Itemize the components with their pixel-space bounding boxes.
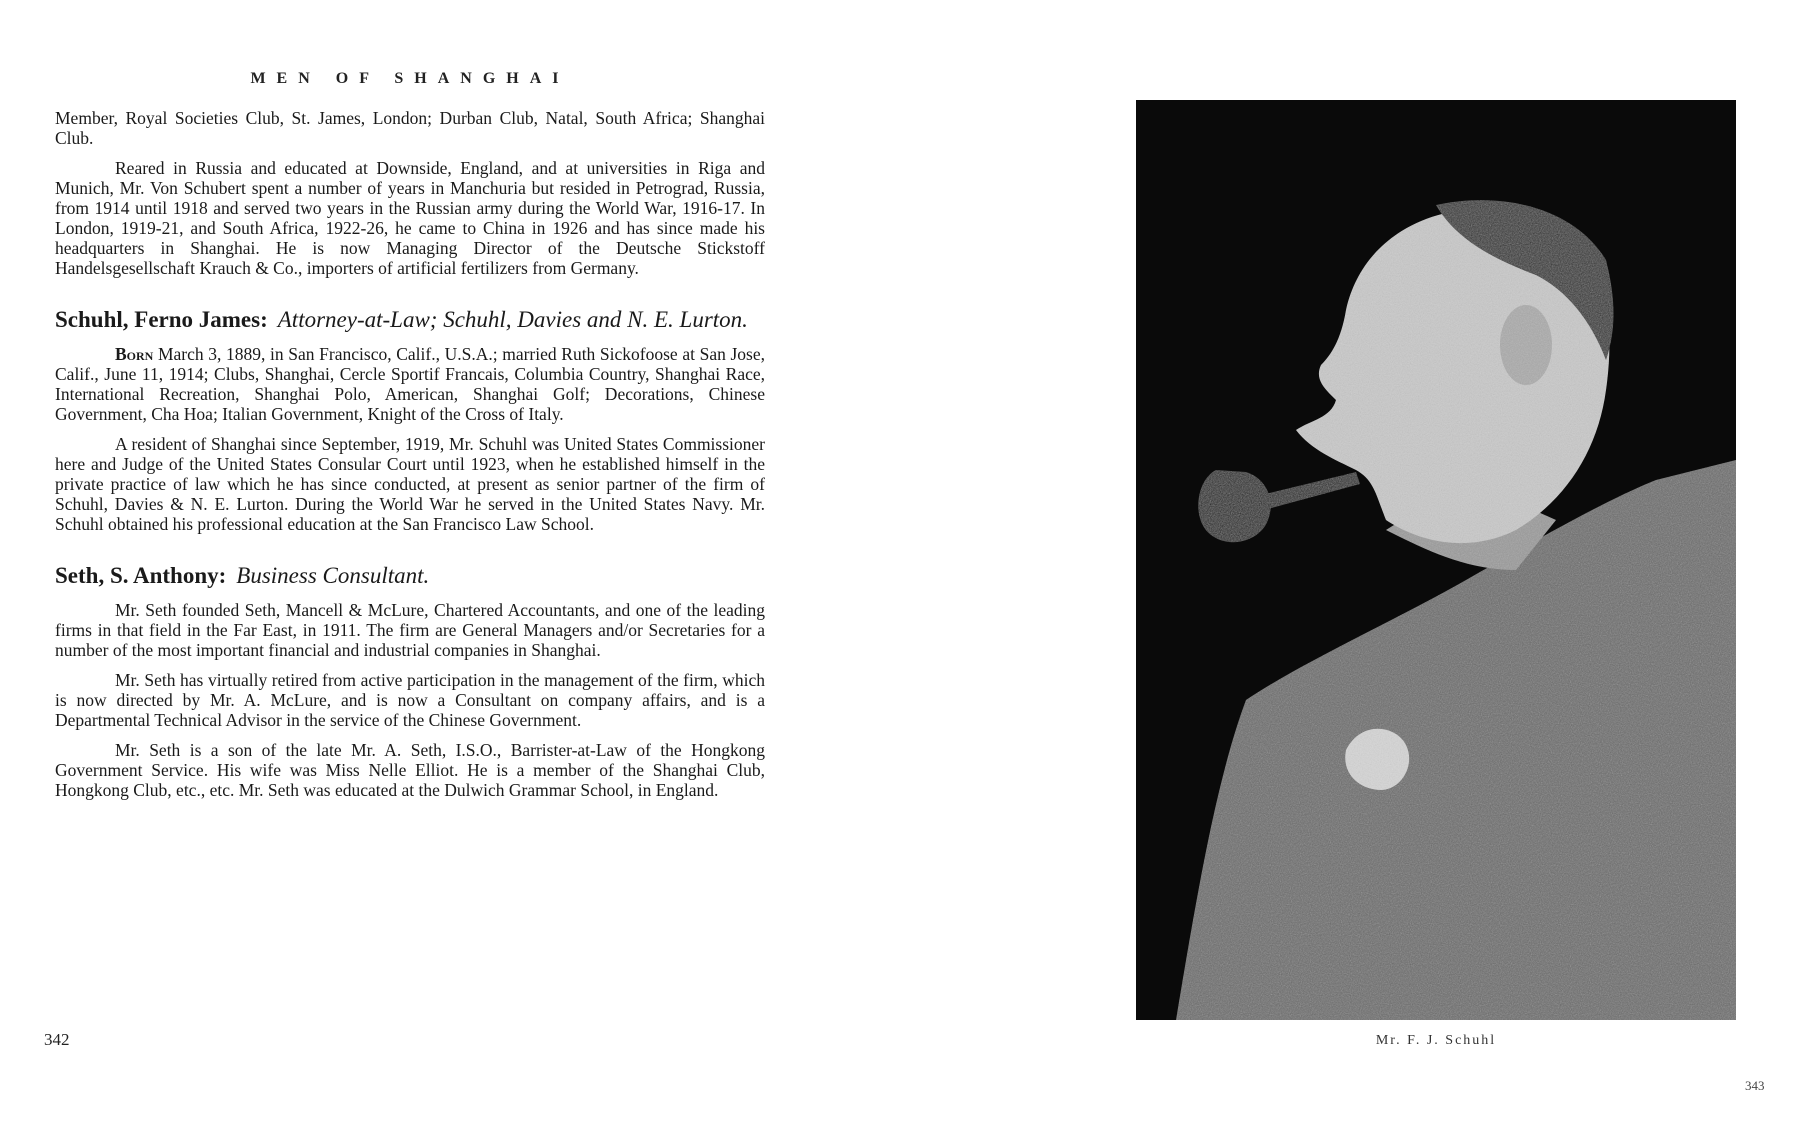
entry-name: Schuhl, Ferno James: (55, 307, 268, 332)
left-page (0, 0, 900, 1144)
entry-paragraph: Mr. Seth is a son of the late Mr. A. Seth, I.S.O., Barrister-at-Law of the Hongkong Government Service. His wife was Miss Nelle Elliot. He is a member of the Shanghai Club, Hongkong Club, etc., etc. Mr. Seth was educated at the Dulwich Grammar School, in England. (55, 740, 765, 800)
continuation-paragraph-2: Reared in Russia and educated at Downside, England, and at universities in Riga and Munich, Mr. Von Schubert spent a number of years in Manchuria but resided in Petrograd, Russia, from 1914 until 1918 and served two years in the Russian army during the World War, 1916-17. In London, 1919-21, and South Africa, 1922-26, he came to China in 1926 and has since made his headquarters in Shanghai. He is now Managing Director of the Deutsche Stickstoff Handelsgesellschaft Krauch & Co., importers of artificial fertilizers from Germany. (55, 158, 765, 278)
entry-schuhl (55, 306, 765, 534)
photo-caption: Mr. F. J. Schuhl (1375, 1033, 1497, 1048)
page-number-right: 343 (1745, 1078, 1765, 1093)
entry-heading (55, 306, 765, 334)
entry-name: Seth, S. Anthony: (55, 563, 227, 588)
page-number-left: 342 (44, 1030, 70, 1049)
page-text (55, 108, 765, 810)
entry-seth (55, 562, 765, 800)
portrait-photo (1136, 100, 1736, 1020)
entry-occupation: Attorney-at-Law; Schuhl, Davies and N. E. Lurton. (277, 307, 748, 332)
right-page (900, 0, 1811, 1144)
running-head: MEN OF SHANGHAI (250, 70, 570, 87)
pipe-bowl-shape (1198, 470, 1270, 542)
entry-paragraph: A resident of Shanghai since September, 1919, Mr. Schuhl was United States Commissioner here and Judge of the United States Consular Court until 1923, when he established himself in the private practice of law which he has since conducted, at present as senior partner of the firm of Schuhl, Davies & N. E. Lurton. During the World War he served in the United States Navy. Mr. Schuhl obtained his professional education at the San Francisco Law School. (55, 434, 765, 534)
entry-paragraph (55, 344, 765, 424)
born-word: Born (115, 344, 154, 364)
ear-shape (1500, 305, 1552, 385)
entry-occupation: Business Consultant. (236, 563, 430, 588)
continuation-paragraph-1: Member, Royal Societies Club, St. James, London; Durban Club, Natal, South Africa; Shanghai Club. (55, 108, 765, 148)
entry-paragraph: Mr. Seth founded Seth, Mancell & McLure, Chartered Accountants, and one of the leading firms in that field in the Far East, in 1911. The firm are General Managers and/or Secretaries for a number of the most important financial and industrial companies in Shanghai. (55, 600, 765, 660)
entry-heading (55, 562, 765, 590)
born-rest: March 3, 1889, in San Francisco, Calif., U.S.A.; married Ruth Sickofoose at San Jose, Calif., June 11, 1914; Clubs, Shanghai, Cercle Sportif Francais, Columbia Country, Shanghai Race, International Recreation, Shanghai Polo, American, Shanghai Golf; Decorations, Chinese Government, Cha Hoa; Italian Government, Knight of the Cross of Italy. (55, 344, 765, 424)
portrait-illustration (1136, 100, 1736, 1020)
entry-paragraph: Mr. Seth has virtually retired from active participation in the management of the firm, which is now directed by Mr. A. McLure, and is now a Consultant on company affairs, and is a Departmental Technical Advisor in the service of the Chinese Government. (55, 670, 765, 730)
